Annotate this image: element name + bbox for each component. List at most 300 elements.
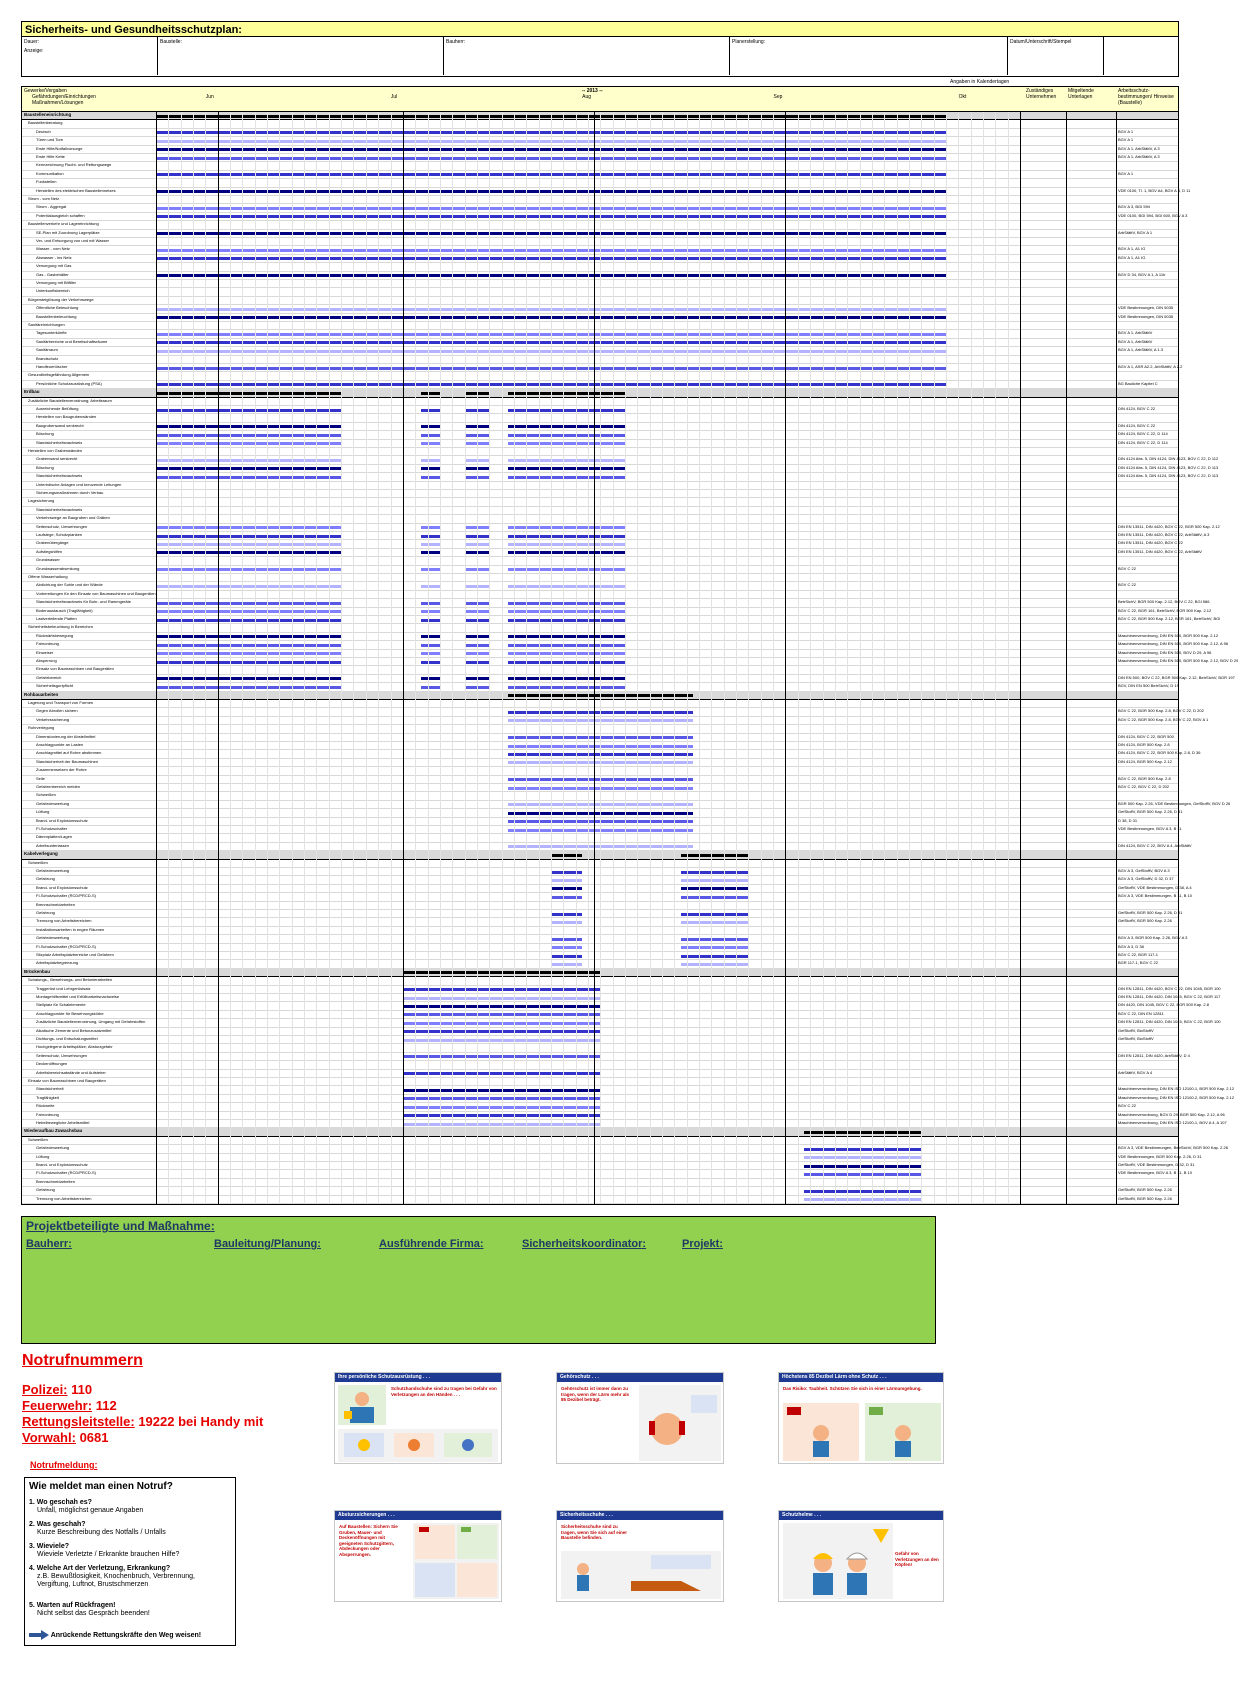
task-label: Dimensionierung der Abstellmittel xyxy=(36,733,96,739)
task-label: Standsicherheitsnachweis xyxy=(36,506,83,512)
grid-line xyxy=(823,112,824,1204)
task-label: Aufstiegshilfen xyxy=(36,548,63,554)
section-label: Wiederaufbau Zuwachsbau xyxy=(24,1128,83,1134)
task-reference: DIN EN 500, BGV C 22, BGR 500 Kap. 2.12, BetrSichV, BGR 197 xyxy=(1118,674,1235,680)
task-reference: GefStoffV, VDE Bestimmungen, D 32, D 31 xyxy=(1118,1162,1195,1167)
task-reference: DIN EN 12811, DIN 4420, DIN 1045, BGV C 22, BGR 117 xyxy=(1118,994,1221,999)
task-label: Gefahrdenwertung xyxy=(36,800,70,806)
section-bar xyxy=(681,854,749,857)
task-label: Arbeitsplatzbegrenzung xyxy=(36,960,79,966)
task-label: Grundwasser xyxy=(36,557,60,563)
grid-line xyxy=(391,112,392,1204)
grid-line xyxy=(958,112,959,1204)
poster-absturz xyxy=(334,1510,502,1602)
grid-line xyxy=(872,112,873,1204)
task-reference: DIN EN 12811, DIN 4420, BGV C 22, DIN 1045, BGR 100 xyxy=(1118,985,1221,991)
info-extra xyxy=(1104,37,1178,75)
task-label: Abwasser - ins Netz xyxy=(36,254,72,260)
task-label: Dichtungs- und Entschalungsmittel xyxy=(36,1036,98,1041)
ear-protection-icon xyxy=(639,1385,721,1461)
grid-line xyxy=(378,112,379,1204)
task-label: Hebelbewegliche Arbeitsmittel xyxy=(36,1120,90,1125)
task-reference: BGV C 22 xyxy=(1118,565,1137,571)
task-label: Einsatz von Baumaschinen und Baugeräten xyxy=(36,666,114,672)
task-label: Grabenwand senkrecht xyxy=(36,456,78,462)
notruf-box-title: Wie meldet man einen Notruf? xyxy=(29,1481,173,1492)
task-label: Verkehrssicherung xyxy=(36,716,70,722)
task-reference: DIN EN 13511, DIN 4420, BGV C 22, ArbStättV xyxy=(1118,548,1202,554)
safety-shoe-icon xyxy=(561,1551,721,1599)
task-label: Unterirdische Anlagen und kreuzende Leitungen xyxy=(36,481,122,487)
task-label: Brandschutz xyxy=(36,355,59,361)
feuerwehr-number: 112 xyxy=(95,1398,117,1413)
notruf-vorwahl xyxy=(22,1430,108,1445)
task-label: SE-Plan mit Zuordnung Lagerplätze xyxy=(36,229,100,235)
task-bar xyxy=(156,535,341,538)
grid-line xyxy=(662,112,663,1204)
task-label: Tragfähigkeit xyxy=(36,1094,59,1100)
task-reference: BGV C 22, BGR 500 Kap. 2.8 xyxy=(1118,775,1171,781)
task-bar xyxy=(421,652,440,655)
noise-scene-icon xyxy=(783,1403,941,1461)
info-datum: Datum/Unterschrift/Stempel xyxy=(1008,37,1104,75)
column-separator xyxy=(785,112,786,1204)
grid-line xyxy=(934,112,935,1204)
task-bar xyxy=(681,946,749,949)
column-separator xyxy=(156,112,157,1204)
task-label: Brennschneidarbeiten xyxy=(36,901,75,907)
task-label: Persönliche Schutzausrüstung (PSA) xyxy=(36,380,102,386)
task-label: FI-Schutzschalter xyxy=(36,826,68,831)
grid-line xyxy=(637,112,638,1204)
task-reference: ArbStättV, BGV A 1 xyxy=(1118,229,1153,235)
task-reference: DIN 4124 Abs. 5, DIN 4124, DIN 4123, BGV C 22, D 113 xyxy=(1118,473,1219,479)
task-reference: BGV A 1, ArbStättV, A 1.3 xyxy=(1118,347,1163,353)
task-reference: BGV A 3, D 38 xyxy=(1118,943,1144,949)
task-label: Standsicherheit xyxy=(36,1086,64,1092)
task-reference: BGV A 1, A1 IG xyxy=(1118,254,1146,260)
helmet-scene-icon xyxy=(783,1523,893,1599)
poster-schutzausruestung xyxy=(334,1372,502,1464)
feuerwehr-label: Feuerwehr: xyxy=(22,1398,93,1413)
task-label: Wasser - vom Netz xyxy=(36,246,70,252)
task-bar xyxy=(156,543,341,546)
task-bar xyxy=(421,551,440,554)
grid-line xyxy=(971,112,972,1204)
poster-sicherheitsschuhe xyxy=(556,1510,724,1602)
task-label: Traggerüst und Lehrgerüstsatz xyxy=(36,985,91,991)
task-label: Hochgelegene Arbeitsplätze; Absturzgefahr xyxy=(36,1044,113,1050)
task-label: Dämmplatten/Lagen xyxy=(36,834,73,840)
section-bar xyxy=(156,392,341,395)
arrow-right-icon xyxy=(29,1630,49,1640)
poster-head: Schutzhelme . . . xyxy=(779,1511,943,1520)
step-question: 3. Wieviele? xyxy=(29,1543,70,1550)
task-reference: BGV C 22, BGR 500 Kap. 2.8, BGV C 22, D 202 xyxy=(1118,708,1204,714)
section-label: Brückenbau xyxy=(24,968,51,974)
step-answer: Wieviele Verletzte / Erkrankte brauchen Hilfe? xyxy=(37,1551,180,1558)
column-separator xyxy=(403,112,404,1204)
task-reference: VDE Bestimmungen, BGV A 3, B 11 xyxy=(1118,826,1182,831)
task-reference: DIN EN 13511, DIN 4420, BGV C 22 xyxy=(1118,540,1183,546)
task-reference: BGV A 1, ASR A2.2, ArbStättV, A 2.2 xyxy=(1118,364,1183,369)
task-bar xyxy=(421,635,440,638)
task-label: Kommunikation xyxy=(36,170,64,176)
task-label: Grundwasserabsenkung xyxy=(36,565,80,571)
task-reference: BGV A 3, VDE Bestimmungen, BetrSichV, BGR 500 Kap. 2.26 xyxy=(1118,1145,1228,1151)
task-reference: BGR 117-1, BGV C 22 xyxy=(1118,960,1158,966)
task-bar xyxy=(681,938,749,941)
task-label: Brand- und Explosionsschutz xyxy=(36,817,88,823)
task-label: Standsicherheitsnachweis für Bohr- und Rammgeräte xyxy=(36,599,131,605)
task-reference: GefStoffV, BGR 500 Kap. 2.26, D 31 xyxy=(1118,809,1183,815)
step-answer: Unfall, möglichst genaue Angaben xyxy=(37,1507,144,1514)
task-label: Sanitärraum xyxy=(36,347,58,353)
task-label: Öffentliche Beleuchtung xyxy=(36,305,79,311)
task-reference: BGV C 22 xyxy=(1118,582,1137,588)
task-bar xyxy=(156,425,341,428)
task-bar xyxy=(551,913,582,916)
grid-line xyxy=(983,112,984,1204)
task-label: Gefahrdenwertung xyxy=(36,868,70,873)
polizei-number: 110 xyxy=(71,1382,93,1397)
task-label: Funkstellen xyxy=(36,179,57,185)
arrow-text: Anrückende Rettungskräfte den Weg weisen! xyxy=(50,1631,202,1639)
grid-line xyxy=(736,112,737,1204)
section-label: Baustelleneinrichtung xyxy=(24,112,72,117)
step-answer: Kurze Beschreibung des Notfalls / Unfalls xyxy=(37,1529,166,1536)
task-bar xyxy=(551,955,582,958)
task-bar xyxy=(156,619,341,622)
task-reference: Maschinenverordnung, BGV D 29, BGR 500 Kap. 2.12, A 96 xyxy=(1118,1111,1225,1117)
task-label: Schweißen xyxy=(28,859,48,865)
task-label: Sitzplatz Arbeitsplatzbereiche und Gefahren xyxy=(36,952,114,957)
task-label: Herstellen des elektrischen Baustellennetzes xyxy=(36,187,116,193)
task-reference: BetrSichV, BGR 500 Kap. 2.12, BGV C 22, BGI 586 xyxy=(1118,599,1210,605)
task-reference: BGV C 22, BGR 161, BetrSichV, BGR 500 Kap. 2.12 xyxy=(1118,607,1212,613)
poster-schutzhelme xyxy=(778,1510,944,1602)
task-reference: VDE Bestimmungen, DIN 5035 xyxy=(1118,305,1174,311)
task-reference: BGV A 3, BGR 500 Kap. 2.26, BGV A 3 xyxy=(1118,935,1188,941)
header-arbeitsschutz: Arbeitsschutz-bestimmungen/ Hinweise (Baustelle) xyxy=(1118,88,1174,106)
project-firma: Ausführende Firma: xyxy=(379,1238,484,1250)
task-reference: DIN 4124, BGR 500 Kap. 2.12 xyxy=(1118,758,1172,764)
grid-line xyxy=(415,112,416,1204)
task-bar xyxy=(421,535,440,538)
task-label: Schalungs-, Bewehrungs- und Betonierarbeiten xyxy=(28,977,113,983)
section-bar xyxy=(551,854,582,857)
grid-line xyxy=(711,112,712,1204)
project-box xyxy=(21,1216,936,1344)
task-label: Unterkunftsbereich xyxy=(36,288,70,294)
task-reference: BGV A 1 xyxy=(1118,128,1134,134)
info-planerstellung: Planerstellung: xyxy=(730,37,1008,75)
task-label: Schweißen xyxy=(36,792,56,798)
grid-line xyxy=(489,112,490,1204)
task-bar xyxy=(421,686,440,689)
grid-line xyxy=(773,112,774,1204)
task-reference: Maschinenverordnung, DIN EN 500, BGR 500 Kap. 2.12, A 96 xyxy=(1118,641,1229,647)
task-reference: BGV A 1, ArbStättV, A 3 xyxy=(1118,145,1160,151)
task-label: Schweißen xyxy=(28,1136,48,1142)
polizei-label: Polizei: xyxy=(22,1382,68,1397)
task-reference: DIN 4124, BGR 500 Kap. 2.8 xyxy=(1118,742,1170,747)
grid-line xyxy=(502,112,503,1204)
task-label: Deutsch xyxy=(36,128,51,134)
column-separator xyxy=(1116,112,1117,1204)
task-reference: Maschinenverordnung, DIN EN ISO 12100-1, BGV A 4, A 107 xyxy=(1118,1120,1227,1125)
poster-head: Absturzsicherungen . . . xyxy=(335,1511,501,1520)
task-bar xyxy=(156,467,341,470)
task-label: FI-Schutzschalter (RCD/PRCD-S) xyxy=(36,943,97,949)
grid-line xyxy=(748,112,749,1204)
column-separator xyxy=(594,112,595,1204)
task-label: Lagerung und Transport von Formen xyxy=(28,700,94,705)
task-reference: GefStoffV, BioStoffV xyxy=(1118,1036,1154,1041)
task-bar xyxy=(156,476,341,479)
task-label: Seile xyxy=(36,775,45,781)
task-bar xyxy=(421,585,440,588)
task-label: Anschlagpunkte an Lasten xyxy=(36,742,84,747)
task-label: Gefahrung xyxy=(36,910,55,915)
task-label: Gefahrung xyxy=(36,1187,55,1193)
step-question: 2. Was geschah? xyxy=(29,1521,86,1528)
grid-line xyxy=(279,112,280,1204)
task-reference: BGV D 34, BGV A 1, A 11b xyxy=(1118,271,1166,277)
task-bar xyxy=(421,543,440,546)
project-bauherr: Bauherr: xyxy=(26,1238,72,1250)
task-label: FI-Schutzschalter (RCD/PRCD-S) xyxy=(36,1170,97,1176)
grid-line xyxy=(909,112,910,1204)
month-label: Sep xyxy=(773,94,783,100)
task-label: Arbeitsbereichsabstände und Aufsteher xyxy=(36,1069,106,1075)
grid-line xyxy=(576,112,577,1204)
task-bar xyxy=(156,686,341,689)
column-separator xyxy=(1020,112,1021,1204)
notruf-title: Notrufnummern xyxy=(22,1352,143,1369)
task-label: Gefahrdenwertung xyxy=(36,1145,70,1151)
task-bar xyxy=(156,409,341,412)
task-reference: GefStoffV, BGR 500 Kap. 2.26 xyxy=(1118,918,1172,924)
task-bar xyxy=(551,963,582,966)
poster-text: Gefahr von Verletzungen an den Köpfen! xyxy=(895,1551,939,1567)
task-label: Fahrordnung xyxy=(36,1111,59,1117)
header-gewerke: Gewerke/Vergaben xyxy=(24,88,67,94)
task-reference: Maschinenverordnung, DIN EN 500, BGV D 29, A 96 xyxy=(1118,649,1212,655)
grid-line xyxy=(353,112,354,1204)
task-label: Kennzeichnung Flucht- und Rettungswege xyxy=(36,162,112,168)
task-bar xyxy=(681,963,749,966)
task-bar xyxy=(421,442,440,445)
grid-line xyxy=(477,112,478,1204)
grid-line xyxy=(255,112,256,1204)
task-reference: BGV A 1 xyxy=(1118,137,1134,143)
gantt-plan xyxy=(21,86,1238,1205)
poster-laerm xyxy=(778,1372,944,1464)
task-reference: DIN 4124, BGV C 22, D 114 xyxy=(1118,431,1168,437)
task-label: Deckenöffnungen xyxy=(36,1061,68,1067)
task-label: Anschlagpunkte für Bewehrungskörbe xyxy=(36,1010,104,1016)
task-reference: DIN 4420, DIN 1045, BGV C 22, BGR 500 Kap. 2.8 xyxy=(1118,1002,1209,1008)
grid-line xyxy=(687,112,688,1204)
task-label: Abdichtung der Sohle und der Wände xyxy=(36,582,103,588)
task-label: Einweiser xyxy=(36,649,54,655)
header-gefaehrdungen: Gefährdungen/Einrichtungen xyxy=(32,94,96,100)
task-label: Gefahrenbereich meiden xyxy=(36,784,81,789)
task-label: Lastverteilende Platten xyxy=(36,616,77,621)
task-label: Standsicherheit der Baumaschinen xyxy=(36,758,99,764)
grid-line xyxy=(798,112,799,1204)
info-bauherr: Bauherr: xyxy=(444,37,730,75)
task-label: Strom - vom Netz xyxy=(28,196,60,201)
task-label: Versorgung mit Gas xyxy=(36,263,72,269)
task-label: Gefahrdenwertung xyxy=(36,935,70,941)
task-label: Baustellenverkehr und Lagereinrichtung xyxy=(28,221,99,227)
task-label: Trennung von Arbeitsbereichen xyxy=(36,1195,92,1201)
grid-line xyxy=(921,112,922,1204)
header-massnahmen: Maßnahmen/Lösungen xyxy=(32,100,84,106)
step-question: 4. Welche Art der Verletzung, Erkrankung? xyxy=(29,1565,171,1572)
dauer-label: Dauer: xyxy=(24,39,40,45)
task-reference: BGV A 3, BGI 594 xyxy=(1118,204,1151,210)
grid-line xyxy=(860,112,861,1204)
grid-line xyxy=(267,112,268,1204)
task-label: Herstellen von Grabenwänden xyxy=(28,448,83,453)
notruf-step xyxy=(29,1499,143,1515)
grid-line xyxy=(674,112,675,1204)
task-reference: DIN 4124, BGV C 22 xyxy=(1118,422,1156,428)
task-bar xyxy=(156,459,341,462)
grid-line xyxy=(193,112,194,1204)
grid-line xyxy=(995,112,996,1204)
task-reference: VDE Bestimmungen, BGR 500 Kap. 2.26, D 31 xyxy=(1118,1153,1202,1159)
task-reference: DIN EN 12811, DIN 4420, DIN 1045, BGV C 22, BGR 100 xyxy=(1118,1019,1221,1025)
task-reference: BGV A 3, GefStoffV, BGV A 3 xyxy=(1118,868,1170,873)
task-label: Bodenaustausch (Tragfähigkeit) xyxy=(36,607,93,613)
section-label: Erdbau xyxy=(24,389,40,395)
rettung-number: 19222 bei Handy mit xyxy=(138,1414,264,1429)
grid-line xyxy=(329,112,330,1204)
task-bar xyxy=(681,955,749,958)
task-bar xyxy=(421,434,440,437)
task-label: Handfeuerlöscher xyxy=(36,364,68,369)
task-bar xyxy=(421,602,440,605)
task-reference: DIN 4124, BGV C 22, BGR 500 xyxy=(1118,733,1174,739)
grid-line xyxy=(526,112,527,1204)
notruf-feuerwehr xyxy=(22,1398,117,1413)
task-label: Erste Hilfe Kette xyxy=(36,154,65,159)
task-bar xyxy=(681,871,749,874)
arrow-row xyxy=(29,1630,201,1640)
poster-text: Schutzhandschuhe sind zu tragen bei Gefahr von Verletzungen an den Händen . . . xyxy=(391,1386,497,1397)
info-baustelle: Baustelle: xyxy=(158,37,444,75)
rettung-label: Rettungsleitstelle: xyxy=(22,1414,135,1429)
task-label: Lüftung xyxy=(36,1153,50,1159)
task-label: Trennung von Arbeitsbereichen xyxy=(36,918,92,924)
task-bar xyxy=(421,459,440,462)
task-label: Lagesicherung xyxy=(28,498,55,504)
task-bar xyxy=(421,425,440,428)
task-bar xyxy=(551,896,582,899)
project-projekt: Projekt: xyxy=(682,1238,723,1250)
task-reference: GefStoffV, BGR 500 Kap. 2.26 xyxy=(1118,1187,1172,1193)
task-reference: GefStoffV, BioStoffV xyxy=(1118,1027,1154,1033)
grid-line xyxy=(440,112,441,1204)
task-bar xyxy=(421,467,440,470)
task-label: Sanitäreinrichtungen xyxy=(28,322,65,327)
grid-line xyxy=(625,112,626,1204)
task-label: Strom - Aggregat xyxy=(36,204,67,210)
work-scene-icon xyxy=(338,1429,498,1462)
notruf-instructions xyxy=(24,1477,236,1646)
task-reference: BGV A 1, ArbStättV xyxy=(1118,338,1153,344)
column-separator xyxy=(218,112,219,1204)
task-bar xyxy=(156,644,341,647)
task-label: Baustellenbeleuchtung xyxy=(36,313,77,319)
grid-line xyxy=(452,112,453,1204)
task-bar xyxy=(156,677,341,680)
grid-line xyxy=(897,112,898,1204)
grid-line xyxy=(563,112,564,1204)
grid-line xyxy=(724,112,725,1204)
task-bar xyxy=(551,921,582,924)
task-label: Brand- und Explosionsschutz xyxy=(36,1162,88,1167)
task-label: Sicherheitsgurtpflicht xyxy=(36,683,74,689)
vorwahl-number: 0681 xyxy=(79,1430,109,1445)
grid-line xyxy=(514,112,515,1204)
task-label: FI-Schutzschalter (RCD/PRCD-S) xyxy=(36,893,97,899)
task-reference: DIN 4124 Abs. 5, DIN 4124, DIN 4123, BGV C 22, D 113 xyxy=(1118,464,1219,470)
info-dauer xyxy=(22,37,158,75)
header-unterlagen: Mitgeltende Unterlagen xyxy=(1068,88,1094,100)
grid-line xyxy=(551,112,552,1204)
task-reference: BGV C 22, DIN EN 12811 xyxy=(1118,1010,1164,1016)
task-bar xyxy=(551,879,582,882)
task-bar xyxy=(421,610,440,613)
task-label: Installationsarbeiten in engen Räumen xyxy=(36,926,105,932)
info-row xyxy=(21,37,1179,77)
poster-gehoerschutz xyxy=(556,1372,724,1464)
grid-line xyxy=(168,112,169,1204)
task-reference: GefStoffV, BGR 500 Kap. 2.26, D 31 xyxy=(1118,910,1183,915)
section-label: Kabelverlegung xyxy=(24,851,58,857)
step-question: 1. Wo geschah es? xyxy=(29,1499,92,1506)
task-reference: GefStoffV, BGR 500 Kap. 2.26 xyxy=(1118,1195,1172,1201)
task-label: Gegen Abrollen sichern xyxy=(36,708,78,714)
task-reference: Maschinenverordnung, DIN EN 500, BGR 500 Kap. 2.12, BGV D 29 xyxy=(1118,658,1238,663)
task-bar xyxy=(421,568,440,571)
grid-line xyxy=(366,112,367,1204)
task-reference: DIN EN 12811, DIN 4420, ArbStättV, D 4 xyxy=(1118,1052,1190,1058)
grid-line xyxy=(465,112,466,1204)
header-year: -- 2013 -- xyxy=(582,88,603,94)
task-reference: VDE Bestimmungen, DIN 5035 xyxy=(1118,313,1174,319)
task-bar xyxy=(421,526,440,529)
plan-title: Sicherheits- und Gesundheitsschutzplan: xyxy=(21,21,1179,37)
task-label: Ausreichende Belüftung xyxy=(36,406,79,411)
task-reference: BGR 500 Kap. 2.26, VDE Bestimmungen, GefStoffV, BGV D 26 xyxy=(1118,800,1231,806)
task-reference: DIN 4124, BGV C 22, BGR 500 Kap. 2.8, D 36 xyxy=(1118,750,1201,756)
grid-line xyxy=(316,112,317,1204)
task-reference: VDE Bestimmungen, BGV A 3, B 11, B 10 xyxy=(1118,1170,1192,1176)
grid-line xyxy=(613,112,614,1204)
notruf-rettung xyxy=(22,1414,263,1429)
task-label: Absperrung xyxy=(36,658,57,663)
grid-line xyxy=(600,112,601,1204)
task-bar xyxy=(681,896,749,899)
task-reference: BGV A 3, GefStoffV, D 32, D 37 xyxy=(1118,876,1174,882)
task-bar xyxy=(421,661,440,664)
